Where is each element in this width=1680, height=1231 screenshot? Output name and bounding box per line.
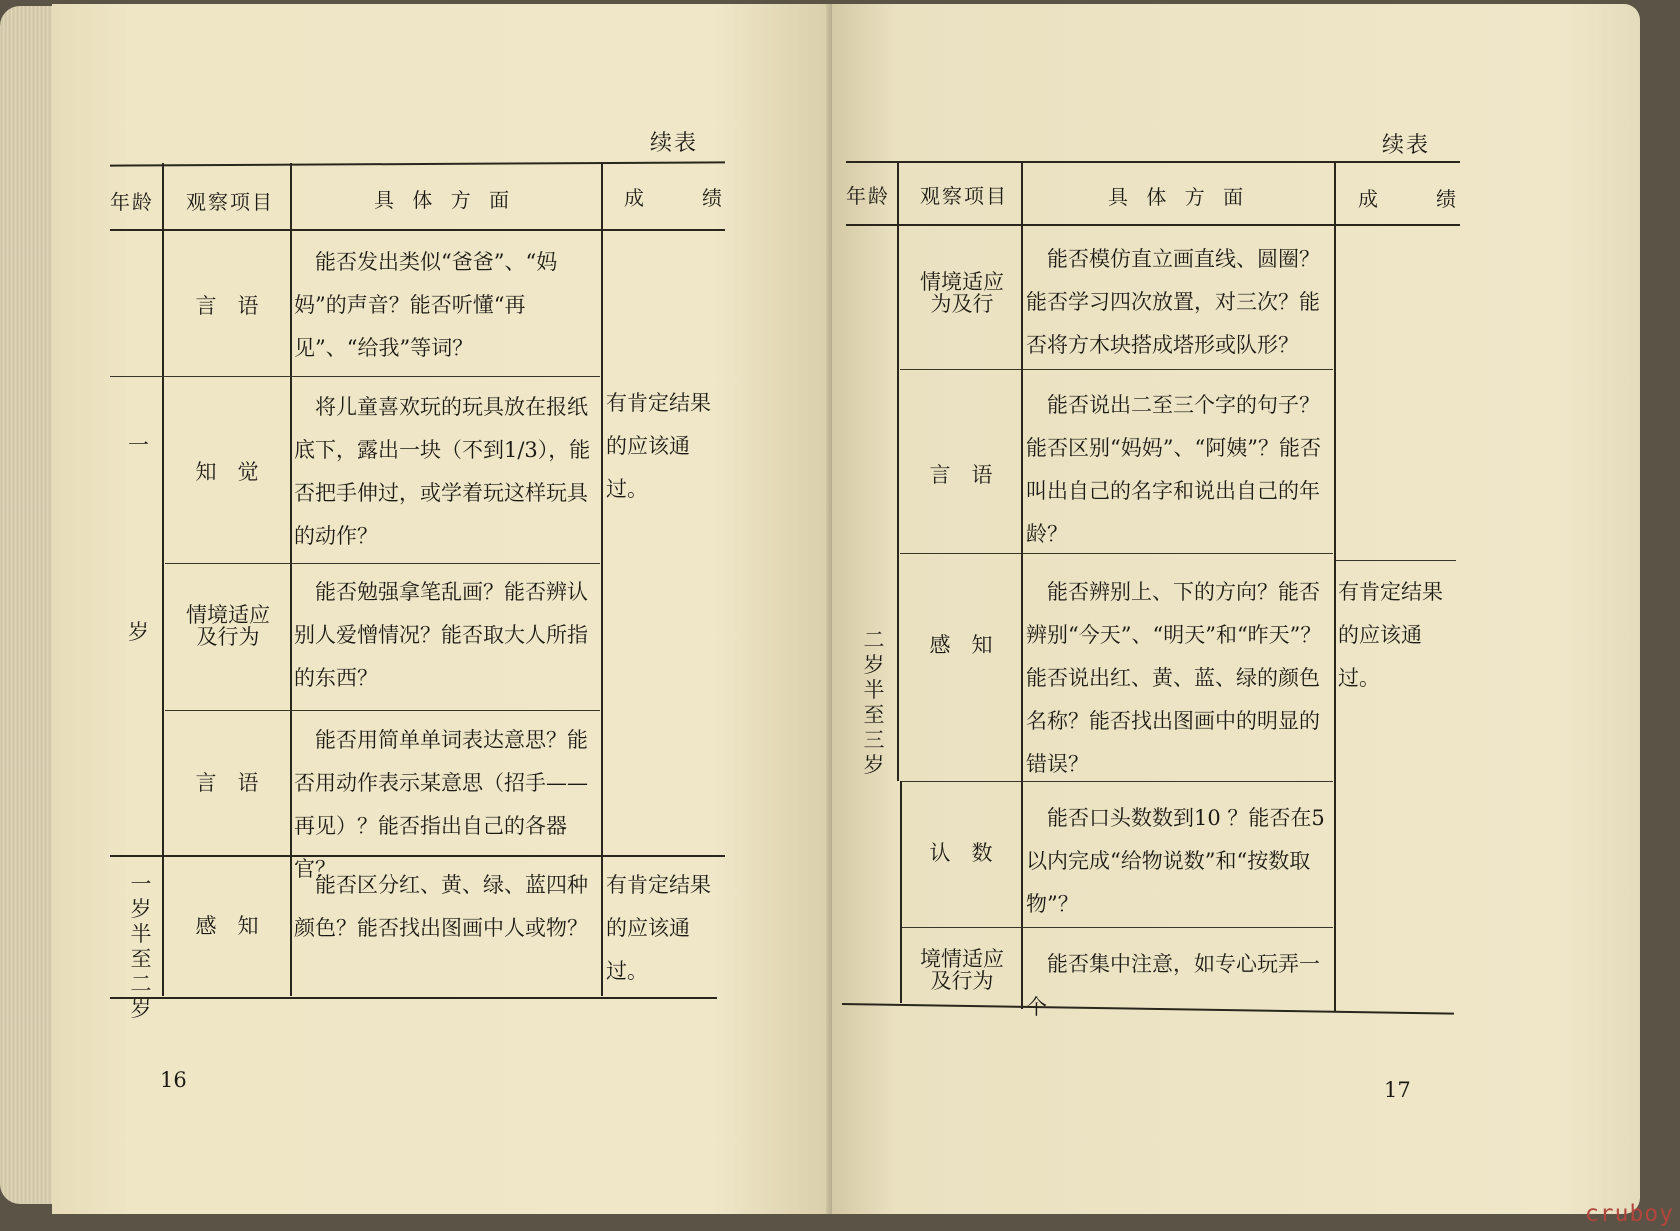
left-item-perception: 知 觉 [195, 460, 259, 484]
right-item-cognition: 感 知 [929, 633, 993, 657]
right-row-rule-4 [902, 927, 1333, 928]
left-aspect-speech-2: 能否用简单单词表达意思？能否用动作表示某意思（招手——再见）？能否指出自己的各器官？ [294, 728, 588, 881]
left-aspect-cognition: 能否区分红、黄、绿、蓝四种颜色？能否找出图画中人或物？ [294, 873, 588, 940]
left-row-rule-2 [165, 563, 600, 564]
left-result-1: 有肯定结果的应该通过。 [606, 391, 711, 501]
left-item-cognition: 感 知 [195, 914, 259, 938]
left-header-item: 观察项目 [186, 190, 274, 214]
right-age-range: 二岁半至三岁 [863, 628, 885, 777]
right-item-adaptation: 情境适应为及行 [920, 270, 1004, 316]
left-age-one: 一 [128, 433, 149, 457]
right-header-result: 成 绩 [1358, 187, 1462, 211]
left-item-speech-2: 言 语 [195, 771, 259, 795]
right-aspect-counting: 能否口头数数到10 ？能否在5以内完成“给物说数”和“按数取物”？ [1026, 806, 1325, 916]
left-table-bottom-rule [110, 997, 717, 999]
left-header-result: 成 绩 [624, 186, 728, 210]
right-header-aspect: 具 体 方 面 [1108, 185, 1250, 209]
left-row-rule-1 [110, 376, 600, 377]
left-item-speech-1: 言 语 [195, 294, 259, 318]
left-page-number: 16 [160, 1068, 187, 1092]
right-col-rule-3 [1334, 161, 1336, 1011]
left-result-2: 有肯定结果的应该通过。 [606, 873, 711, 983]
right-result: 有肯定结果的应该通过。 [1338, 580, 1443, 690]
left-header-aspect: 具 体 方 面 [374, 188, 516, 212]
right-header-age: 年龄 [846, 184, 890, 208]
left-col-rule-1 [162, 163, 164, 996]
right-table-top-rule [846, 161, 1460, 163]
right-row-rule-1 [900, 369, 1333, 370]
right-col-rule-1b [900, 781, 902, 1003]
left-item-adaptation: 情境适应及行为 [186, 603, 270, 649]
left-col-rule-3 [601, 163, 603, 996]
right-col-rule-1a [897, 161, 899, 781]
left-col-rule-2 [290, 163, 292, 996]
left-row-rule-3 [165, 710, 600, 711]
left-age-range: 一岁半至二岁 [130, 872, 152, 1021]
right-result-rule [1336, 560, 1456, 561]
right-aspect-adaptation-2: 能否集中注意，如专心玩弄一个 [1026, 952, 1320, 1019]
right-col-rule-2 [1021, 161, 1023, 1009]
right-aspect-cognition: 能否辨别上、下的方向？能否辨别“今天”、“明天”和“昨天”？能否说出红、黄、蓝、绿的颜色名称？能否找出图画中的明显的错误？ [1026, 580, 1322, 776]
right-page-number: 17 [1384, 1078, 1411, 1102]
right-header-item: 观察项目 [920, 184, 1008, 208]
left-aspect-speech-1: 能否发出类似“爸爸”、“妈妈”的声音？能否听懂“再见”、“给我”等词？ [294, 250, 558, 360]
page-edges [0, 6, 60, 1204]
left-aspect-perception: 将儿童喜欢玩的玩具放在报纸底下，露出一块（不到1/3），能否把手伸过，或学着玩这样玩具的动作？ [294, 395, 591, 548]
left-continued-label: 续表 [650, 131, 699, 156]
left-aspect-adaptation: 能否勉强拿笔乱画？能否辨认别人爱憎情况？能否取大人所指的东西？ [294, 580, 588, 690]
right-item-speech: 言 语 [929, 463, 993, 487]
right-continued-label: 续表 [1382, 133, 1431, 158]
watermark: cruboy [1584, 1201, 1674, 1227]
right-item-adaptation-2: 境情适应及行为 [920, 947, 1004, 993]
right-aspect-adaptation: 能否模仿直立画直线、圆圈？能否学习四次放置，对三次？能否将方木块搭成塔形或队形？ [1026, 247, 1320, 357]
right-header-rule [846, 224, 1460, 226]
left-age-year: 岁 [128, 620, 149, 644]
right-item-counting: 认 数 [929, 841, 993, 865]
left-header-rule [110, 229, 725, 231]
left-header-age: 年龄 [110, 190, 154, 214]
right-aspect-speech: 能否说出二至三个字的句子？能否区别“妈妈”、“阿姨”？能否叫出自己的名字和说出自己的年龄？ [1026, 393, 1321, 546]
